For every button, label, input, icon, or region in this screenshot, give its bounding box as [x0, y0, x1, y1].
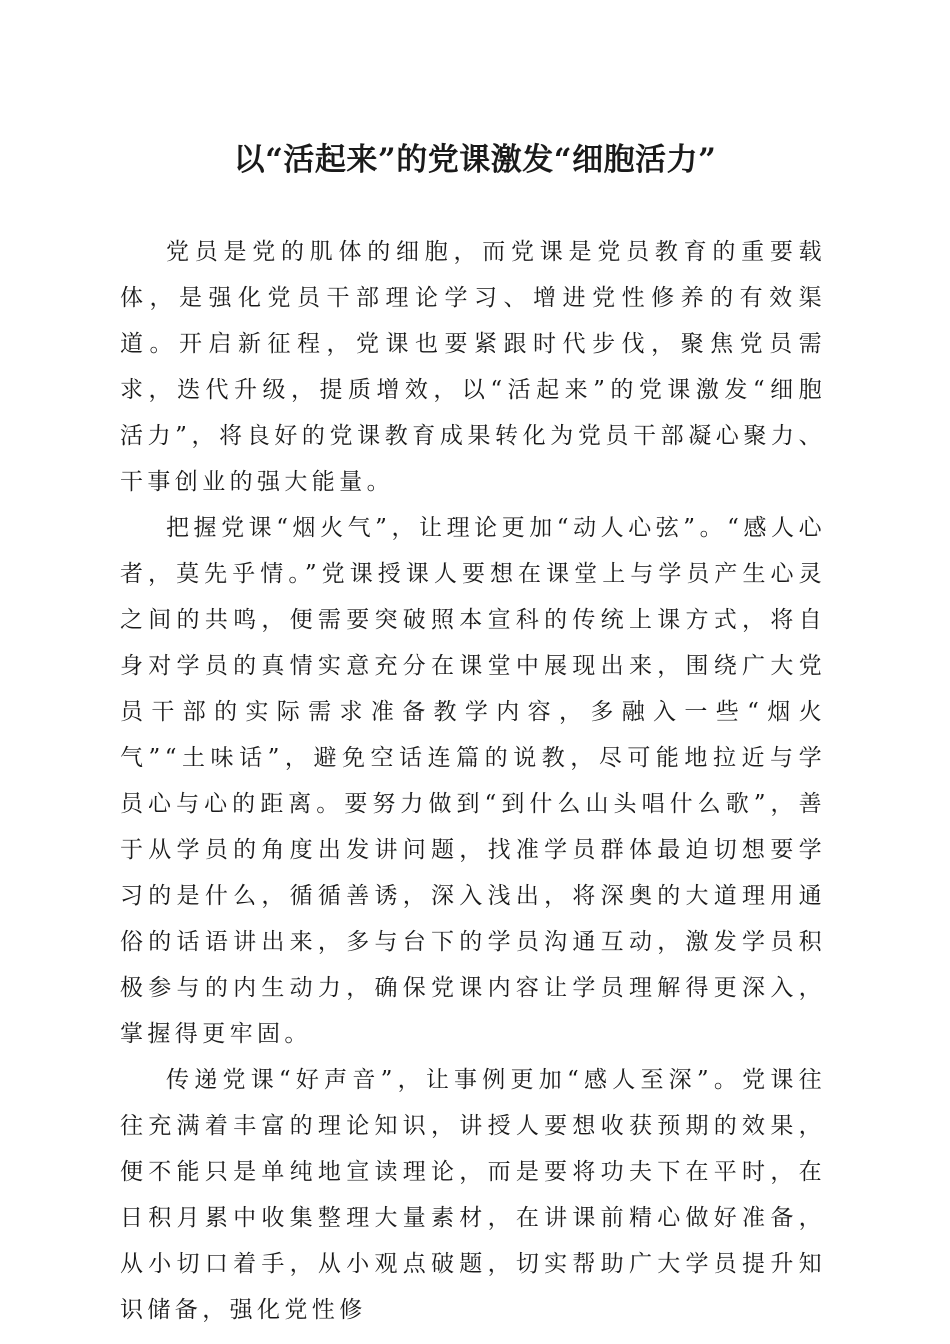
paragraph-3: 传递党课“好声音”，让事例更加“感人至深”。党课往往充满着丰富的理论知识，讲授人要想收获预期的效果，便不能只是单纯地宣读理论，而是要将功夫下在平时，在日积月累中收集整理大量素材，在讲课前精心做好准备，从小切口着手，从小观点破题，切实帮助广大学员提升知识储备，强化党性修 — [120, 1067, 826, 1323]
paragraph-1: 党员是党的肌体的细胞，而党课是党员教育的重要载体，是强化党员干部理论学习、增进党性修养的有效渠道。开启新征程，党课也要紧跟时代步伐，聚焦党员需求，迭代升级，提质增效，以“活起来”的党课激发“细胞活力”，将良好的党课教育成果转化为党员干部凝心聚力、干事创业的强大能量。 — [120, 239, 826, 495]
paragraph-2: 把握党课“烟火气”，让理论更加“动人心弦”。“感人心者，莫先乎情。”党课授课人要想在课堂上与学员产生心灵之间的共鸣，便需要突破照本宣科的传统上课方式，将自身对学员的真情实意充分在课堂中展现出来，围绕广大党员干部的实际需求准备教学内容，多融入一些“烟火气”“土味话”，避免空话连篇的说教，尽可能地拉近与学员心与心的距离。要努力做到“到什么山头唱什么歌”，善于从学员的角度出发讲问题，找准学员群体最迫切想要学习的是什么，循循善诱，深入浅出，将深奥的大道理用通俗的话语讲出来，多与台下的学员沟通互动，激发学员积极参与的内生动力，确保党课内容让学员理解得更深入，掌握得更牢固。 — [120, 515, 826, 1047]
document-title: 以“活起来”的党课激发“细胞活力” — [233, 142, 717, 178]
document-body — [120, 229, 826, 1333]
